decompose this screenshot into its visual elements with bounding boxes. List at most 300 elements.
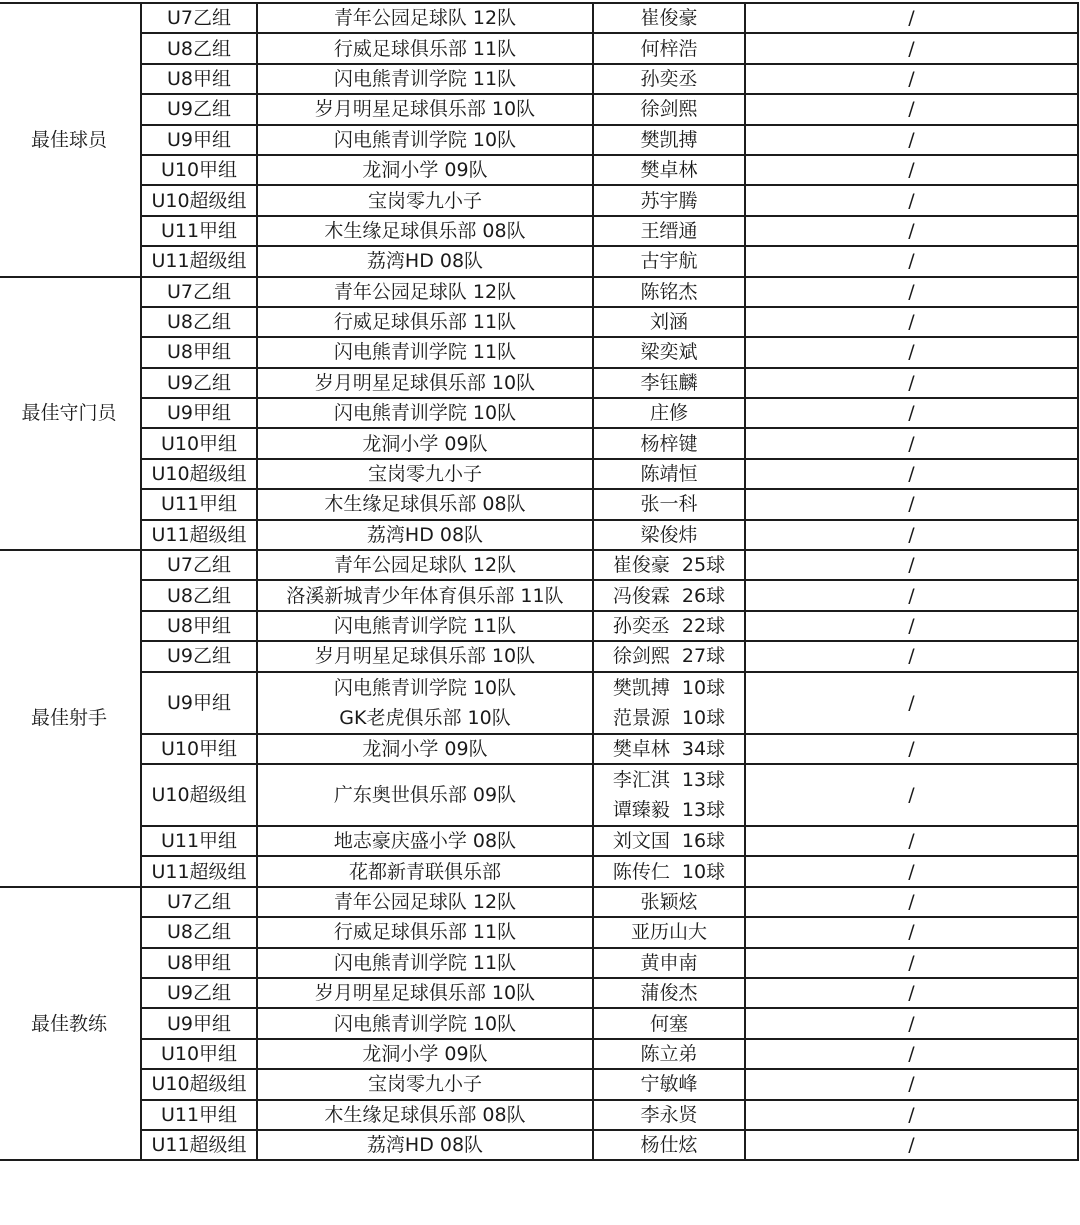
team-name: 闪电熊青训学院 10队 — [333, 676, 517, 699]
award-category-cell: 最佳球员 — [0, 3, 141, 277]
team-cell — [257, 459, 593, 489]
remark-cell: / — [745, 64, 1078, 94]
team-name: 青年公园足球队 12队 — [333, 280, 517, 303]
table-row — [0, 64, 1078, 94]
winner-name: 王缙通 — [640, 219, 698, 242]
winner-cell — [593, 307, 745, 337]
winner-cell — [593, 948, 745, 978]
table-row — [0, 734, 1078, 764]
remark-cell: / — [745, 887, 1078, 917]
winner-cell — [593, 398, 745, 428]
winner-entry — [640, 524, 697, 546]
team-cell — [257, 3, 593, 33]
team-name: 岁月明星足球俱乐部 10队 — [314, 645, 536, 668]
remark-cell: / — [745, 489, 1078, 519]
winner-name: 樊凯搏 — [612, 676, 670, 699]
age-group-cell: U10超级组 — [141, 764, 257, 826]
age-group-cell: U11超级组 — [141, 520, 257, 550]
age-group-cell: U11超级组 — [141, 856, 257, 886]
winner-entry — [650, 311, 688, 333]
table-row — [0, 550, 1078, 580]
age-group-cell: U9甲组 — [141, 1008, 257, 1038]
table-row — [0, 125, 1078, 155]
team-name: 木生缘足球俱乐部 08队 — [324, 219, 526, 242]
age-group-cell: U10甲组 — [141, 734, 257, 764]
remark-cell: / — [745, 1069, 1078, 1099]
age-group-cell: U7乙组 — [141, 3, 257, 33]
awards-table-container — [0, 2, 1078, 1161]
team-cell — [257, 1130, 593, 1160]
winner-cell — [593, 337, 745, 367]
winner-cell — [593, 978, 745, 1008]
winner-name: 李汇淇 — [612, 768, 670, 791]
winner-name: 冯俊霖 — [612, 584, 670, 607]
winner-entry — [613, 861, 725, 883]
remark-cell: / — [745, 155, 1078, 185]
winner-cell — [593, 33, 745, 63]
team-cell — [257, 948, 593, 978]
winner-entry — [613, 554, 725, 576]
table-row — [0, 216, 1078, 246]
winner-name: 刘涵 — [649, 311, 688, 334]
team-name: 闪电熊青训学院 10队 — [333, 402, 517, 425]
age-group-cell: U7乙组 — [141, 550, 257, 580]
winner-cell — [593, 489, 745, 519]
remark-cell: / — [745, 185, 1078, 215]
remark-cell: / — [745, 1130, 1078, 1160]
age-group-cell: U11甲组 — [141, 1100, 257, 1130]
team-cell — [257, 1069, 593, 1099]
remark-cell: / — [745, 917, 1078, 947]
winner-name: 陈传仁 — [612, 860, 670, 883]
team-cell — [257, 1039, 593, 1069]
winner-entry — [640, 220, 697, 242]
table-row — [0, 672, 1078, 734]
team-name: 洛溪新城青少年体育俱乐部 11队 — [286, 584, 564, 607]
age-group-cell: U8乙组 — [141, 307, 257, 337]
team-name: 闪电熊青训学院 11队 — [333, 615, 517, 637]
winner-cell — [593, 641, 745, 671]
team-cell — [257, 672, 593, 734]
goal-count: 16球 — [681, 830, 726, 853]
winner-name: 樊卓林 — [640, 159, 698, 182]
winner-entry — [640, 493, 697, 515]
winner-name: 亚历山大 — [630, 921, 707, 944]
winner-name: 张一科 — [640, 493, 698, 516]
age-group-cell: U9乙组 — [141, 94, 257, 124]
winner-cell — [593, 277, 745, 307]
team-cell — [257, 520, 593, 550]
winner-cell — [593, 1100, 745, 1130]
age-group-cell: U8乙组 — [141, 580, 257, 610]
winner-entry — [640, 463, 697, 485]
table-row — [0, 337, 1078, 367]
awards-table-body — [0, 3, 1078, 1160]
winner-name: 范景源 — [612, 706, 670, 729]
winner-cell — [593, 216, 745, 246]
winner-name: 梁俊炜 — [640, 523, 698, 546]
team-cell — [257, 398, 593, 428]
goal-count: 13球 — [681, 768, 726, 791]
winner-name: 黄申南 — [640, 951, 698, 974]
winner-cell — [593, 917, 745, 947]
team-name: 龙洞小学 09队 — [362, 737, 488, 760]
team-name: 闪电熊青训学院 11队 — [333, 951, 517, 974]
winner-entry — [594, 765, 744, 795]
winner-entry — [613, 830, 725, 852]
age-group-cell: U11超级组 — [141, 1130, 257, 1160]
team-name: 地志豪庆盛小学 08队 — [333, 830, 517, 853]
team-name: 荔湾HD 08队 — [366, 523, 484, 546]
winner-cell — [593, 459, 745, 489]
winner-entry — [640, 1043, 697, 1065]
age-group-cell: U7乙组 — [141, 277, 257, 307]
table-row — [0, 520, 1078, 550]
remark-cell: / — [745, 1100, 1078, 1130]
goal-count: 34球 — [681, 737, 726, 760]
table-row — [0, 856, 1078, 886]
winner-name: 苏宇腾 — [640, 189, 698, 212]
age-group-cell: U9甲组 — [141, 672, 257, 734]
winner-cell — [593, 734, 745, 764]
table-row — [0, 641, 1078, 671]
remark-cell: / — [745, 307, 1078, 337]
remark-cell: / — [745, 368, 1078, 398]
table-row — [0, 1100, 1078, 1130]
remark-cell: / — [745, 734, 1078, 764]
team-name: 行威足球俱乐部 11队 — [333, 37, 517, 60]
winner-cell — [593, 64, 745, 94]
table-row — [0, 887, 1078, 917]
winner-cell — [593, 246, 745, 276]
age-group-cell: U10超级组 — [141, 185, 257, 215]
team-name: 闪电熊青训学院 10队 — [333, 1012, 517, 1035]
winner-name: 樊卓林 — [612, 737, 670, 760]
winner-name: 何塞 — [649, 1012, 688, 1035]
winner-name: 陈立弟 — [640, 1042, 698, 1065]
award-category-cell: 最佳守门员 — [0, 277, 141, 551]
table-row — [0, 948, 1078, 978]
team-name: 青年公园足球队 12队 — [333, 554, 517, 577]
winner-entry — [613, 645, 725, 667]
winner-name: 谭臻毅 — [612, 798, 670, 821]
winner-entry — [650, 1013, 688, 1035]
goal-count: 10球 — [681, 860, 726, 883]
winner-cell — [593, 856, 745, 886]
winner-cell — [593, 764, 745, 826]
award-category-cell: 最佳射手 — [0, 550, 141, 887]
team-cell — [257, 887, 593, 917]
team-name: 行威足球俱乐部 11队 — [333, 311, 517, 334]
winner-name: 陈靖恒 — [640, 463, 698, 486]
team-cell — [257, 764, 593, 826]
remark-cell: / — [745, 978, 1078, 1008]
team-cell — [257, 1100, 593, 1130]
winner-name: 杨仕炫 — [640, 1134, 698, 1157]
awards-table — [0, 2, 1079, 1161]
winner-name: 刘文国 — [612, 830, 670, 853]
table-row — [0, 489, 1078, 519]
winner-cell — [593, 672, 745, 734]
age-group-cell: U8甲组 — [141, 337, 257, 367]
table-row — [0, 398, 1078, 428]
team-cell — [257, 580, 593, 610]
team-cell — [257, 368, 593, 398]
team-cell — [257, 155, 593, 185]
team-name: 龙洞小学 09队 — [362, 432, 488, 455]
team-cell — [257, 33, 593, 63]
winner-entry — [640, 982, 697, 1004]
winner-name: 古宇航 — [640, 250, 698, 273]
winner-name: 崔俊豪 — [640, 7, 698, 30]
winner-cell — [593, 550, 745, 580]
winner-cell — [593, 1069, 745, 1099]
winner-entry — [594, 795, 744, 825]
age-group-cell: U9乙组 — [141, 978, 257, 1008]
winner-name: 孙奕丞 — [640, 67, 698, 90]
winner-cell — [593, 155, 745, 185]
table-row — [0, 246, 1078, 276]
age-group-cell: U10超级组 — [141, 459, 257, 489]
team-cell — [257, 550, 593, 580]
remark-cell: / — [745, 520, 1078, 550]
winner-entry — [640, 98, 697, 120]
age-group-cell: U8乙组 — [141, 917, 257, 947]
table-row — [0, 277, 1078, 307]
winner-cell — [593, 3, 745, 33]
table-row — [0, 1130, 1078, 1160]
remark-cell: / — [745, 672, 1078, 734]
winner-entry — [594, 703, 744, 733]
age-group-cell: U9甲组 — [141, 398, 257, 428]
table-row — [0, 611, 1078, 641]
team-cell — [257, 917, 593, 947]
age-group-cell: U10甲组 — [141, 155, 257, 185]
team-cell — [257, 826, 593, 856]
age-group-cell: U8甲组 — [141, 948, 257, 978]
winner-entry — [640, 1073, 697, 1095]
winner-entry — [640, 433, 697, 455]
winner-name: 梁奕斌 — [640, 341, 698, 364]
winner-entry — [640, 1134, 697, 1156]
winner-name: 张颖炫 — [640, 890, 698, 913]
age-group-cell: U9甲组 — [141, 125, 257, 155]
goal-count: 25球 — [681, 554, 726, 577]
remark-cell: / — [745, 246, 1078, 276]
team-name: 木生缘足球俱乐部 08队 — [324, 1103, 526, 1126]
age-group-cell: U9乙组 — [141, 368, 257, 398]
team-cell — [257, 246, 593, 276]
winner-entry — [640, 250, 697, 272]
remark-cell: / — [745, 428, 1078, 458]
team-name: 岁月明星足球俱乐部 10队 — [314, 98, 536, 121]
team-cell — [257, 125, 593, 155]
team-name: 闪电熊青训学院 10队 — [333, 128, 517, 151]
winner-entry — [640, 341, 697, 363]
winner-cell — [593, 94, 745, 124]
team-name: 木生缘足球俱乐部 08队 — [324, 493, 526, 516]
table-row — [0, 368, 1078, 398]
winner-name: 崔俊豪 — [612, 554, 670, 577]
winner-entry — [613, 585, 725, 607]
table-row — [0, 917, 1078, 947]
team-name: 闪电熊青训学院 11队 — [333, 67, 517, 90]
team-cell — [257, 185, 593, 215]
team-name: GK老虎俱乐部 10队 — [339, 706, 511, 729]
table-row — [0, 185, 1078, 215]
age-group-cell: U11超级组 — [141, 246, 257, 276]
winner-name: 李永贤 — [640, 1103, 698, 1126]
winner-entry — [640, 190, 697, 212]
winner-name: 徐剑熙 — [640, 98, 698, 121]
team-name: 行威足球俱乐部 11队 — [333, 921, 517, 944]
team-cell — [257, 489, 593, 519]
winner-cell — [593, 611, 745, 641]
remark-cell: / — [745, 216, 1078, 246]
winner-cell — [593, 1039, 745, 1069]
winner-cell — [593, 185, 745, 215]
winner-name: 李钰麟 — [640, 371, 698, 394]
age-group-cell: U10甲组 — [141, 428, 257, 458]
winner-entry — [640, 7, 697, 29]
remark-cell: / — [745, 459, 1078, 489]
team-name: 宝岗零九小子 — [367, 189, 482, 212]
winner-entry — [613, 615, 725, 637]
remark-cell: / — [745, 3, 1078, 33]
winner-cell — [593, 580, 745, 610]
team-cell — [257, 611, 593, 641]
team-name: 宝岗零九小子 — [367, 1073, 482, 1096]
remark-cell: / — [745, 277, 1078, 307]
winner-cell — [593, 826, 745, 856]
table-row — [0, 94, 1078, 124]
age-group-cell: U10甲组 — [141, 1039, 257, 1069]
award-category-cell: 最佳教练 — [0, 887, 141, 1161]
winner-cell — [593, 520, 745, 550]
age-group-cell: U11甲组 — [141, 216, 257, 246]
winner-entry — [640, 372, 697, 394]
team-name: 荔湾HD 08队 — [366, 1134, 484, 1157]
winner-cell — [593, 1008, 745, 1038]
team-cell — [257, 1008, 593, 1038]
team-cell — [257, 856, 593, 886]
team-cell — [257, 428, 593, 458]
team-cell — [257, 734, 593, 764]
winner-name: 樊凯搏 — [640, 128, 698, 151]
age-group-cell: U11甲组 — [141, 489, 257, 519]
team-cell — [257, 337, 593, 367]
team-name: 龙洞小学 09队 — [362, 159, 488, 182]
team-name: 广东奥世俱乐部 09队 — [333, 783, 517, 806]
winner-name: 蒲俊杰 — [640, 982, 698, 1005]
winner-cell — [593, 428, 745, 458]
age-group-cell: U8乙组 — [141, 33, 257, 63]
age-group-cell: U7乙组 — [141, 887, 257, 917]
winner-entry — [640, 1104, 697, 1126]
winner-entry — [640, 129, 697, 151]
winner-entry — [631, 921, 707, 943]
table-row — [0, 1008, 1078, 1038]
goal-count: 10球 — [681, 676, 726, 699]
remark-cell: / — [745, 337, 1078, 367]
remark-cell: / — [745, 1039, 1078, 1069]
age-group-cell: U10超级组 — [141, 1069, 257, 1099]
winner-name: 孙奕丞 — [612, 615, 670, 637]
goal-count: 13球 — [681, 798, 726, 821]
team-name: 宝岗零九小子 — [367, 463, 482, 486]
remark-cell: / — [745, 764, 1078, 826]
age-group-cell: U9乙组 — [141, 641, 257, 671]
team-cell — [257, 978, 593, 1008]
winner-name: 杨梓键 — [640, 432, 698, 455]
winner-entry — [640, 281, 697, 303]
table-row — [0, 459, 1078, 489]
winner-cell — [593, 887, 745, 917]
team-cell — [257, 277, 593, 307]
winner-name: 何梓浩 — [640, 37, 698, 60]
remark-cell: / — [745, 580, 1078, 610]
team-cell — [257, 94, 593, 124]
table-row — [0, 580, 1078, 610]
goal-count: 22球 — [681, 615, 726, 637]
table-row — [0, 1069, 1078, 1099]
winner-entry — [650, 402, 688, 424]
winner-entry — [640, 891, 697, 913]
table-row — [0, 428, 1078, 458]
remark-cell: / — [745, 856, 1078, 886]
winner-entry — [613, 738, 725, 760]
team-name: 岁月明星足球俱乐部 10队 — [314, 982, 536, 1005]
team-cell — [257, 64, 593, 94]
winner-entry — [640, 68, 697, 90]
team-name: 青年公园足球队 12队 — [333, 7, 517, 30]
table-row — [0, 3, 1078, 33]
remark-cell: / — [745, 33, 1078, 63]
table-row — [0, 764, 1078, 826]
remark-cell: / — [745, 398, 1078, 428]
team-name: 青年公园足球队 12队 — [333, 890, 517, 913]
goal-count: 10球 — [681, 706, 726, 729]
team-cell — [257, 307, 593, 337]
age-group-cell: U8甲组 — [141, 611, 257, 641]
winner-entry — [594, 673, 744, 703]
remark-cell: / — [745, 641, 1078, 671]
remark-cell: / — [745, 826, 1078, 856]
remark-cell: / — [745, 125, 1078, 155]
table-row — [0, 155, 1078, 185]
remark-cell: / — [745, 611, 1078, 641]
remark-cell: / — [745, 550, 1078, 580]
table-row — [0, 1039, 1078, 1069]
team-cell — [257, 641, 593, 671]
winner-name: 宁敏峰 — [640, 1073, 698, 1096]
age-group-cell: U8甲组 — [141, 64, 257, 94]
table-row — [0, 826, 1078, 856]
table-row — [0, 33, 1078, 63]
winner-name: 陈铭杰 — [640, 280, 698, 303]
winner-cell — [593, 1130, 745, 1160]
team-name: 花都新青联俱乐部 — [348, 860, 501, 883]
remark-cell: / — [745, 94, 1078, 124]
table-row — [0, 978, 1078, 1008]
team-name: 岁月明星足球俱乐部 10队 — [314, 371, 536, 394]
remark-cell: / — [745, 1008, 1078, 1038]
winner-cell — [593, 368, 745, 398]
winner-name: 徐剑熙 — [612, 645, 670, 668]
remark-cell: / — [745, 948, 1078, 978]
team-name: 荔湾HD 08队 — [366, 250, 484, 273]
goal-count: 27球 — [681, 645, 726, 668]
